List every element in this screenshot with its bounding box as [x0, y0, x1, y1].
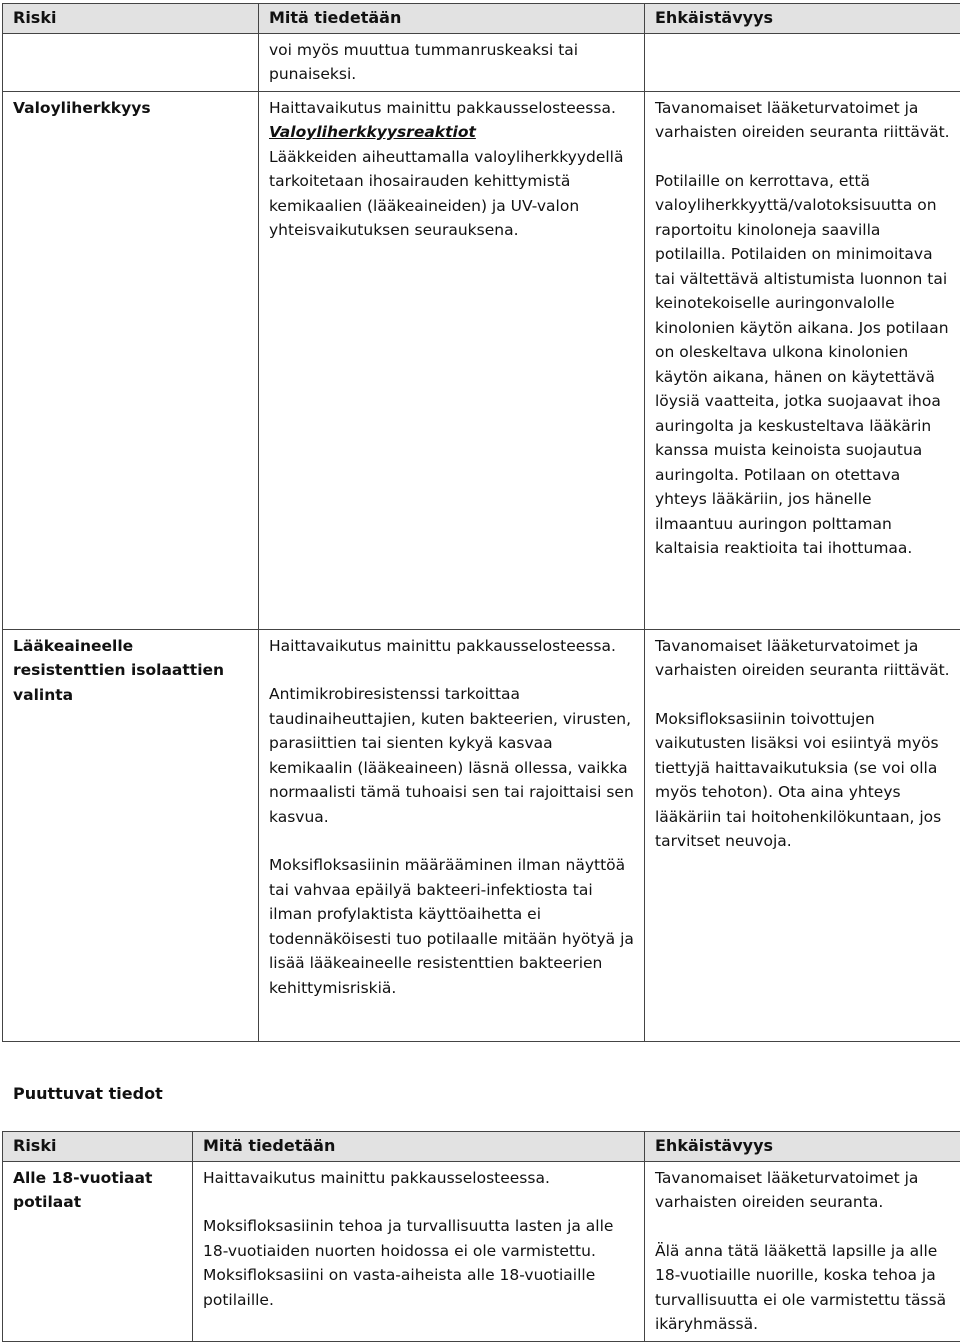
known-cell [259, 629, 645, 1041]
risk-table-missing-info [2, 1131, 960, 1342]
risk-cell: Alle 18-vuotiaat potilaat [3, 1161, 193, 1341]
prevention-text: Moksifloksasiinin toivottujen vaikutusten lisäksi voi esiintyä myös tiettyjä haittavaikutuksia (se voi olla myös tehoton). Ota aina yhteys lääkäriin tai hoitohenkilökuntaan, jos tarvitset neuvoja. [655, 709, 942, 850]
known-text: Moksifloksasiinin tehoa ja turvallisuutta lasten ja alle 18-vuotiaiden nuorten hoidossa ei ole varmistettu. [203, 1217, 614, 1260]
known-text: Moksifloksasiinin määrääminen ilman näyttöä tai vahvaa epäilyä bakteeri-infektiosta tai ilman profylaktista käyttöaihetta ei todennäköisesti tuo potilaalle mitään hyötyä ja lisää lääkeaineelle resistenttien bakteerien kehittymisriskiä. [269, 856, 634, 997]
known-text: Moksifloksasiini on vasta-aiheista alle 18-vuotiaille potilaille. [203, 1266, 596, 1309]
prevention-text: Älä anna tätä lääkettä lapsille ja alle 18-vuotiaille nuorille, koska tehoa ja turvallisuutta ei ole varmistettu tässä ikäryhmässä. [655, 1241, 947, 1333]
known-cell [259, 33, 645, 91]
table-row-continuation [3, 33, 960, 91]
risk-cell: Valoyliherkkyys [3, 91, 259, 629]
header-known: Mitä tiedetään [193, 1132, 645, 1162]
known-cell [259, 91, 645, 629]
prevention-cell [645, 629, 960, 1041]
header-risk: Riski [3, 4, 259, 34]
known-text: Haittavaikutus mainittu pakkausselosteessa. [203, 1168, 550, 1187]
known-text: Antimikrobiresistenssi tarkoittaa taudinaiheuttajien, kuten bakteerien, virusten, parasiittien tai sienten kykyä kasvaa kemikaalin (lääkeaineen) läsnä ollessa, vaikka normaalisti tämä tuhoaisi sen tai rajoittaisi sen kasvua. [269, 685, 634, 826]
table-header-row [3, 1132, 960, 1162]
table-row-children [3, 1161, 960, 1341]
risk-table-safety-concerns [2, 3, 960, 1042]
header-known: Mitä tiedetään [259, 4, 645, 34]
risk-cell [3, 33, 259, 91]
prevention-cell [645, 91, 960, 629]
continuation-text: voi myös muuttua tummanruskeaksi tai punaiseksi. [269, 40, 579, 83]
table-row-photosensitivity [3, 91, 960, 629]
risk-cell: Lääkeaineelle resistenttien isolaattien valinta [3, 629, 259, 1041]
known-cell [193, 1161, 645, 1341]
prevention-text: Tavanomaiset lääketurvatoimet ja varhaisten oireiden seuranta riittävät. [655, 636, 950, 679]
prevention-text: Tavanomaiset lääketurvatoimet ja varhaisten oireiden seuranta riittävät. [655, 98, 950, 141]
known-text: Haittavaikutus mainittu pakkausselosteessa. [269, 636, 616, 655]
subheading: Valoyliherkkyysreaktiot [269, 123, 476, 141]
header-prevention: Ehkäistävyys [645, 1132, 960, 1162]
prevention-cell [645, 1161, 960, 1341]
prevention-cell [645, 33, 960, 91]
prevention-text: Potilaille on kerrottava, että valoyliherkkyyttä/valotoksisuutta on raportoitu kinoloneja saavilla potilailla. Potilaiden on minimoitava tai vältettävä altistumista luonnon tai keinotekoiselle auringonvalolle kinolonien käytön aikana. Jos potilaan on oleskeltava ulkona kinolonien käytön aikana, hänen on käytettävä löysiä vaatteita, jotka suojaavat ihoa auringolta ja keskusteltava lääkärin kanssa muista keinoista suojautua auringolta. Potilaan on otettava yhteys lääkäriin, jos hänelle ilmaantuu auringon polttaman kaltaisia reaktioita tai ihottumaa. [655, 171, 949, 557]
section-heading-missing-info: Puuttuvat tiedot [13, 1084, 163, 1103]
known-text: Haittavaikutus mainittu pakkausselosteessa. [269, 98, 616, 117]
header-risk: Riski [3, 1132, 193, 1162]
table-header-row [3, 4, 960, 34]
known-text: Lääkkeiden aiheuttamalla valoyliherkkyydellä tarkoitetaan ihosairauden kehittymistä kemikaalien (lääkeaineiden) ja UV-valon yhteisvaikutuksen seurauksena. [269, 147, 624, 239]
header-prevention: Ehkäistävyys [645, 4, 960, 34]
table-row-resistance [3, 629, 960, 1041]
prevention-text: Tavanomaiset lääketurvatoimet ja varhaisten oireiden seuranta. [655, 1168, 919, 1211]
